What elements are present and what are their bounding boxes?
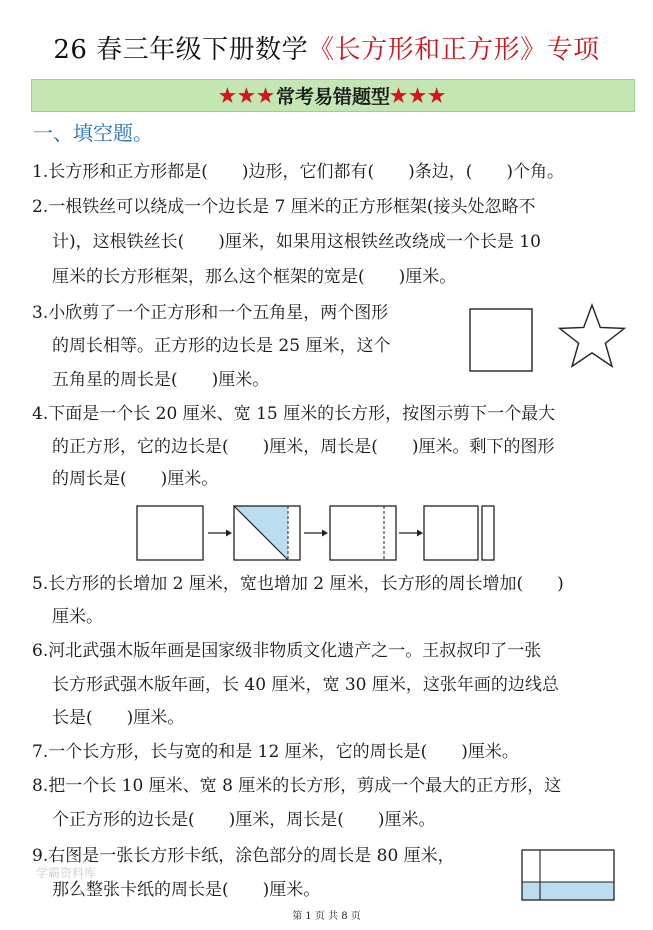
page-title — [0, 30, 653, 70]
question-4-line-3: 的周长是( )厘米。 — [52, 469, 219, 489]
question-6-line-3: 长是( )厘米。 — [52, 708, 185, 728]
question-5-line-1: 5.长方形的长增加 2 厘米，宽也增加 2 厘米，长方形的周长增加( ) — [32, 574, 564, 594]
title-prefix: 26 春三年级下册数学 — [53, 35, 309, 65]
star-shape — [560, 305, 625, 366]
cutting-process-figure — [132, 502, 502, 566]
question-2-line-1: 2.一根铁丝可以绕成一个边长是 7 厘米的正方形框架(接头处忽略不 — [32, 197, 536, 217]
page-footer: 第 1 页 共 8 页 — [292, 911, 361, 922]
rectangle-step-3 — [330, 506, 396, 560]
question-7: 7.一个长方形，长与宽的和是 12 厘米，它的周长是( )厘米。 — [32, 742, 519, 762]
question-4-line-1: 4.下面是一个长 20 厘米、宽 15 厘米的长方形，按图示剪下一个最大 — [32, 404, 556, 424]
cut-square — [424, 506, 478, 560]
question-2-line-3: 厘米的长方形框架，那么这个框架的宽是( )厘米。 — [52, 267, 457, 287]
shaded-strip — [522, 882, 540, 900]
section-heading: 一、填空题。 — [33, 121, 153, 145]
star-icons-right: ★★★ — [390, 84, 448, 107]
question-3-line-3: 五角星的周长是( )厘米。 — [52, 370, 270, 390]
card-paper-figure — [518, 846, 618, 904]
rectangle-step-1 — [137, 506, 203, 560]
question-1: 1.长方形和正方形都是( )边形，它们都有( )条边，( )个角。 — [32, 162, 565, 182]
title-highlight: 《长方形和正方形》专项 — [308, 35, 600, 65]
question-6-line-1: 6.河北武强木版年画是国家级非物质文化遗产之一。王叔叔印了一张 — [32, 641, 542, 661]
square-and-star-figure — [465, 300, 635, 376]
arrow-right-icon — [208, 530, 232, 537]
question-9-line-2: 那么整张卡纸的周长是( )厘米。 — [52, 880, 321, 900]
star-icons-left: ★★★ — [218, 84, 276, 107]
question-9-line-1: 9.右图是一张长方形卡纸，涂色部分的周长是 80 厘米， — [32, 846, 455, 866]
question-4-line-2: 的正方形，它的边长是( )厘米，周长是( )厘米。剩下的图形 — [52, 437, 555, 457]
shaded-bar — [540, 882, 614, 900]
section-banner — [31, 79, 635, 112]
question-3-line-2: 的周长相等。正方形的边长是 25 厘米，这个 — [52, 336, 391, 356]
question-8-line-2: 个正方形的边长是( )厘米，周长是( )厘米。 — [52, 810, 436, 830]
arrow-right-icon — [304, 530, 328, 537]
remaining-strip — [482, 506, 494, 560]
square-shape — [470, 309, 532, 371]
question-3-line-1: 3.小欣剪了一个正方形和一个五角星，两个图形 — [32, 303, 389, 323]
question-5-line-2: 厘米。 — [52, 607, 103, 627]
question-6-line-2: 长方形武强木版年画，长 40 厘米，宽 30 厘米，这张年画的边线总 — [52, 675, 559, 695]
watermark: 学霸资料库 — [36, 866, 97, 880]
banner-text: 常考易错题型 — [275, 86, 390, 108]
question-8-line-1: 8.把一个长 10 厘米、宽 8 厘米的长方形，剪成一个最大的正方形，这 — [32, 776, 562, 796]
arrow-right-icon — [399, 530, 423, 537]
question-2-line-2: 计)，这根铁丝长( )厘米，如果用这根铁丝改绕成一个长是 10 — [52, 232, 541, 252]
